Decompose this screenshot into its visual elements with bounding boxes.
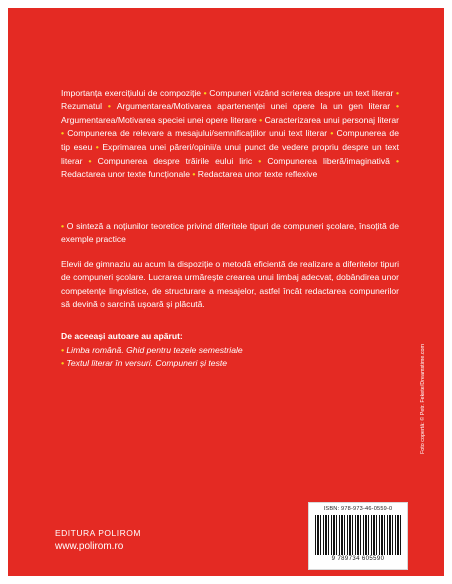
- bullet: •: [61, 344, 67, 355]
- contents-item: Exprimarea unei păreri/opinii/a unui punct de vedere propriu despre un text literar: [61, 141, 399, 166]
- bullet: •: [330, 128, 337, 139]
- bullet: •: [258, 155, 268, 166]
- contents-item: Redactarea unor texte funcționale: [61, 169, 193, 180]
- contents-item: Compunerea de tip eseu: [61, 128, 399, 152]
- back-cover: [8, 8, 444, 576]
- contents-item: Compunerea despre trăirile eului liric: [97, 155, 259, 166]
- bullet: •: [61, 128, 68, 139]
- book-title: Textul literar în versuri. Compuneri și teste: [66, 358, 228, 369]
- contents-item: Caracterizarea unui personaj literar: [264, 114, 399, 125]
- bullet: •: [95, 141, 103, 152]
- bullet: •: [396, 101, 400, 112]
- synthesis-paragraph: [61, 220, 399, 247]
- book-list-item: [61, 344, 399, 358]
- contents-item: Argumentarea/Motivarea apartenenței unei opere la un gen literar: [116, 101, 396, 112]
- synthesis-text: O sinteză a noțiunilor teoretice privind diferitele tipuri de compuneri școlare, însoțită de exemple practice: [61, 220, 399, 245]
- description-paragraph: Elevii de gimnaziu au acum la dispoziție o metodă eficientă de realizare a diferitelor tipuri de compuneri școlare. Lucrarea urmărește crearea unui limbaj adecvat, dobândirea unor competențe lingvistice, de structurare a mesajelor, astfel încât redactarea compunerilor să devină o sarcină ușoară și plăcută.: [61, 258, 399, 310]
- bullet: •: [395, 87, 399, 98]
- photo-credit: Foto copertă: © Petr. Fekete/Dreamstime.com: [420, 343, 426, 454]
- bullet: •: [259, 114, 265, 125]
- contents-item: Rezumatul: [61, 101, 108, 112]
- bullet: •: [61, 358, 67, 369]
- publisher-name: EDITURA POLIROM: [55, 528, 141, 538]
- bullet: •: [88, 155, 98, 166]
- book-list-item: [61, 357, 399, 371]
- contents-item: Importanța exercițiului de compoziție: [61, 87, 204, 98]
- isbn-label: ISBN: 978-973-46-0559-0: [323, 506, 393, 512]
- bullet: •: [203, 87, 210, 98]
- barcode-number: 9 789734 605590: [331, 556, 385, 562]
- bullet: •: [107, 101, 117, 112]
- contents-item: Argumentarea/Motivarea speciei unei opere literare: [61, 114, 260, 125]
- contents-paragraph: [61, 87, 399, 182]
- contents-item: Redactarea unor texte reflexive: [197, 169, 318, 180]
- same-author-heading: De aceeași autoare au apărut:: [61, 331, 183, 341]
- book-title: Limba română. Ghid pentru tezele semestriale: [66, 344, 243, 355]
- contents-item: Compuneri vizând scrierea despre un text literar: [209, 87, 396, 98]
- bullet: •: [61, 220, 67, 231]
- barcode: [308, 502, 408, 570]
- barcode-bars: [315, 515, 401, 555]
- same-author-section: [61, 330, 399, 371]
- contents-item: Compunerea de relevare a mesajului/semnificațiilor unui text literar: [67, 128, 331, 139]
- bullet: •: [395, 155, 399, 166]
- bullet: •: [192, 169, 198, 180]
- publisher-website[interactable]: www.polirom.ro: [55, 541, 124, 552]
- contents-item: Compunerea liberă/imaginativă: [267, 155, 396, 166]
